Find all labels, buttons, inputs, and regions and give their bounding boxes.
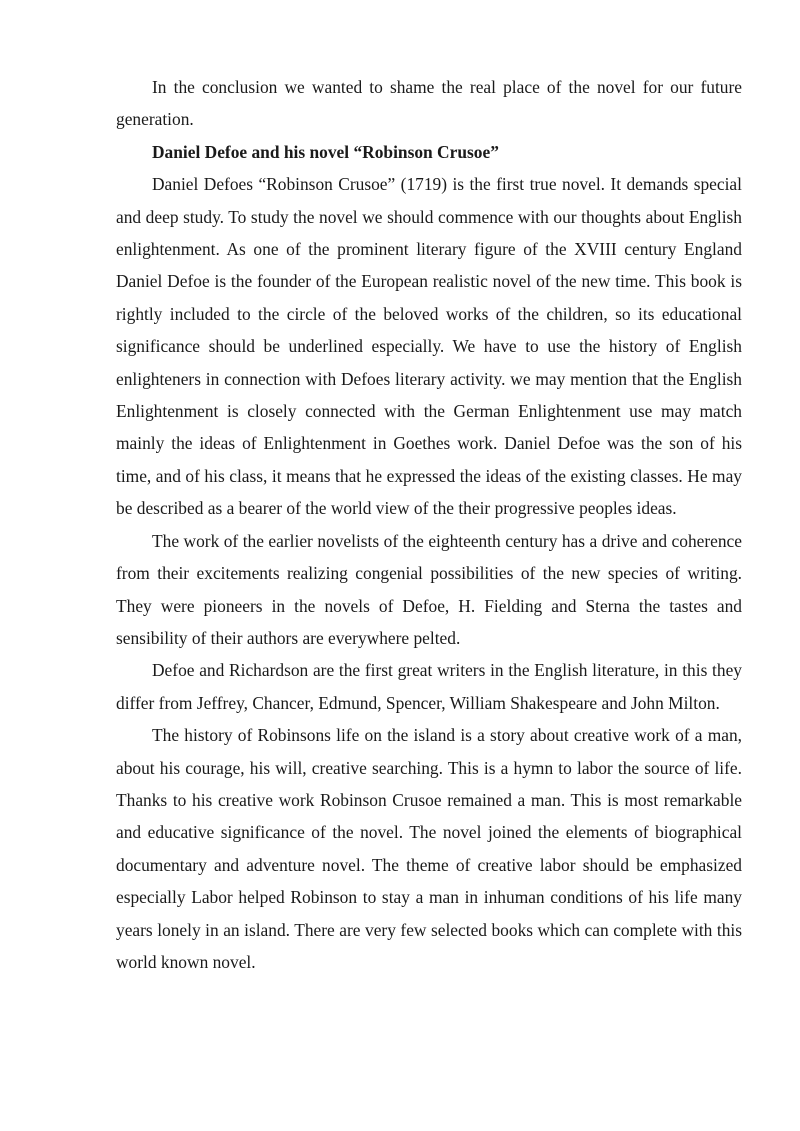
paragraph-robinson-history: The history of Robinsons life on the island is a story about creative work of a man, about his courage, his will, creative searching. This is a hymn to labor the source of life. Thanks to his creative work Robinson Crusoe remained a man. This is most remarkable and educative significance of the novel. The novel joined the elements of biographical documentary and adventure novel. The theme of creative labor should be emphasized especially Labor helped Robinson to stay a man in inhuman conditions of his life many years lonely in an island. There are very few selected books which can complete with this world known novel.: [116, 725, 742, 972]
section-heading: Daniel Defoe and his novel “Robinson Crusoe”: [152, 141, 499, 162]
paragraph-defoe-intro: Daniel Defoes “Robinson Crusoe” (1719) is the first true novel. It demands special and deep study. To study the novel we should commence with our thoughts about English enlightenment. As one of the prominent literary figure of the XVIII century England Daniel Defoe is the founder of the European realistic novel of the new time. This book is rightly included to the circle of the beloved works of the children, so its educational significance should be underlined especially. We have to use the history of English enlighteners in connection with Defoes literary activity. we may mention that the English Enlightenment is closely connected with the German Enlightenment use may match mainly the ideas of Enlightenment in Goethes work. Daniel Defoe was the son of his time, and of his class, it means that he expressed the ideas of the existing classes. He may be described as a bearer of the world view of the their progressive peoples ideas.: [116, 174, 742, 519]
document-page: [116, 71, 742, 978]
paragraph-conclusion: In the conclusion we wanted to shame the real place of the novel for our future generation.: [116, 77, 742, 130]
paragraph-early-novelists: The work of the earlier novelists of the eighteenth century has a drive and coherence from their excitements realizing congenial possibilities of the new species of writing. They were pioneers in the novels of Defoe, H. Fielding and Sterna the tastes and sensibility of their authors are everywhere pelted.: [116, 530, 742, 648]
paragraph-defoe-richardson: Defoe and Richardson are the first great writers in the English literature, in this they differ from Jeffrey, Chancer, Edmund, Spencer, William Shakespeare and John Milton.: [116, 660, 742, 713]
